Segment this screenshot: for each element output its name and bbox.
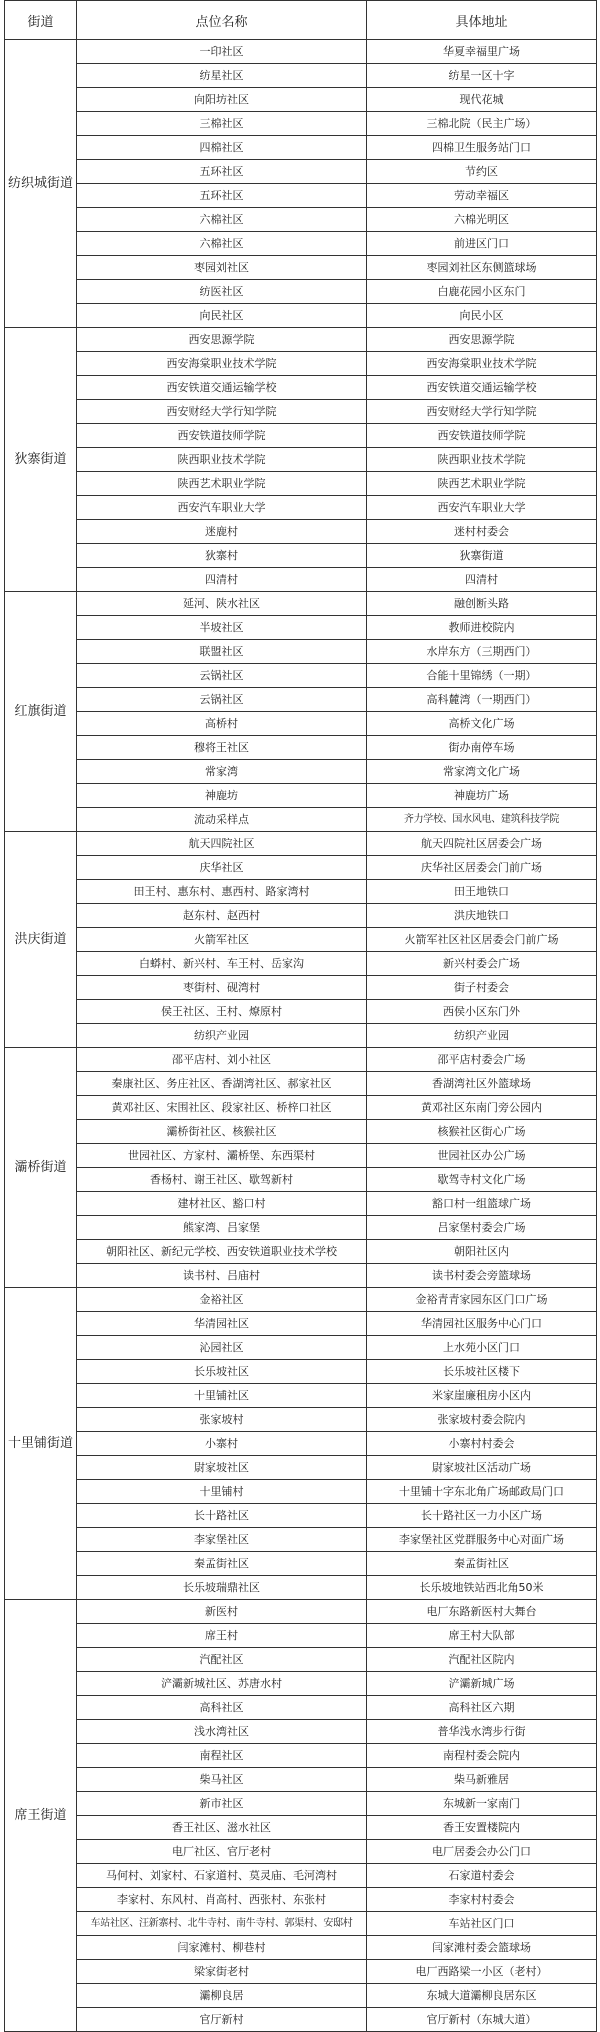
address-cell: 纺星一区十字 xyxy=(367,64,597,88)
point-name-cell: 熊家湾、吕家堡 xyxy=(77,1216,367,1240)
address-cell: 庆华社区居委会门前广场 xyxy=(367,856,597,880)
point-name-cell: 白蟒村、新兴村、车王村、岳家沟 xyxy=(77,952,367,976)
table-row xyxy=(5,1696,597,1720)
table-row xyxy=(5,616,597,640)
table-row xyxy=(5,1840,597,1864)
table-row xyxy=(5,736,597,760)
table-row xyxy=(5,1888,597,1912)
address-cell: 席王村大队部 xyxy=(367,1624,597,1648)
point-name-cell: 长乐坡瑞鼎社区 xyxy=(77,1576,367,1600)
table-row xyxy=(5,1144,597,1168)
header-address: 具体地址 xyxy=(367,1,597,40)
address-cell: 水岸东方（三期西门） xyxy=(367,640,597,664)
address-cell: 华清园社区服务中心门口 xyxy=(367,1312,597,1336)
address-cell: 尉家坡社区活动广场 xyxy=(367,1456,597,1480)
address-cell: 十里铺十字东北角广场邮政局门口 xyxy=(367,1480,597,1504)
table-row xyxy=(5,1648,597,1672)
address-cell: 航天四院社区居委会广场 xyxy=(367,832,597,856)
point-name-cell: 联盟社区 xyxy=(77,640,367,664)
point-name-cell: 一印社区 xyxy=(77,40,367,64)
table-row xyxy=(5,1480,597,1504)
address-cell: 前进区门口 xyxy=(367,232,597,256)
point-name-cell: 纺星社区 xyxy=(77,64,367,88)
point-name-cell: 延河、陕水社区 xyxy=(77,592,367,616)
point-name-cell: 香王社区、滋水社区 xyxy=(77,1816,367,1840)
table-row xyxy=(5,1000,597,1024)
point-name-cell: 灞柳良居 xyxy=(77,1984,367,2008)
address-cell: 电厂西路梁一小区（老村） xyxy=(367,1960,597,1984)
address-cell: 车站社区门口 xyxy=(367,1912,597,1936)
table-row xyxy=(5,1312,597,1336)
address-cell: 四清村 xyxy=(367,568,597,592)
address-cell: 南程村委会院内 xyxy=(367,1744,597,1768)
table-row xyxy=(5,1288,597,1312)
point-name-cell: 流动采样点 xyxy=(77,808,367,832)
address-cell: 狄寨街道 xyxy=(367,544,597,568)
address-cell: 李家堡社区党群服务中心对面广场 xyxy=(367,1528,597,1552)
point-name-cell: 华清园社区 xyxy=(77,1312,367,1336)
table-row xyxy=(5,1912,597,1936)
point-name-cell: 四清村 xyxy=(77,568,367,592)
table-row xyxy=(5,88,597,112)
street-name-cell: 纺织城街道 xyxy=(5,40,77,328)
address-cell: 张家坡村委会院内 xyxy=(367,1408,597,1432)
table-row xyxy=(5,1864,597,1888)
address-cell: 柴马新雅居 xyxy=(367,1768,597,1792)
street-name-cell: 灞桥街道 xyxy=(5,1048,77,1288)
address-cell: 米家崖廉租房小区内 xyxy=(367,1384,597,1408)
table-row xyxy=(5,136,597,160)
table-row xyxy=(5,520,597,544)
table-row xyxy=(5,424,597,448)
address-cell: 上水苑小区门口 xyxy=(367,1336,597,1360)
address-cell: 西安铁道交通运输学校 xyxy=(367,376,597,400)
street-name-cell: 席王街道 xyxy=(5,1600,77,2032)
point-name-cell: 世园社区、方家村、灞桥堡、东西渠村 xyxy=(77,1144,367,1168)
street-name-cell: 洪庆街道 xyxy=(5,832,77,1048)
table-row xyxy=(5,1408,597,1432)
point-name-cell: 神鹿坊 xyxy=(77,784,367,808)
address-cell: 陕西艺术职业学院 xyxy=(367,472,597,496)
point-name-cell: 张家坡村 xyxy=(77,1408,367,1432)
point-name-cell: 西安财经大学行知学院 xyxy=(77,400,367,424)
point-name-cell: 侯王社区、王村、燎原村 xyxy=(77,1000,367,1024)
point-name-cell: 朝阳社区、新纪元学校、西安铁道职业技术学校 xyxy=(77,1240,367,1264)
point-name-cell: 西安海棠职业技术学院 xyxy=(77,352,367,376)
table-row xyxy=(5,1936,597,1960)
address-cell: 世园社区办公广场 xyxy=(367,1144,597,1168)
table-row xyxy=(5,1960,597,1984)
point-name-cell: 金裕社区 xyxy=(77,1288,367,1312)
address-cell: 迷村村委会 xyxy=(367,520,597,544)
address-cell: 核猴社区街心广场 xyxy=(367,1120,597,1144)
point-name-cell: 六棉社区 xyxy=(77,208,367,232)
table-row xyxy=(5,1120,597,1144)
point-name-cell: 小寨村 xyxy=(77,1432,367,1456)
point-name-cell: 秦康社区、务庄社区、香湖湾社区、郝家社区 xyxy=(77,1072,367,1096)
address-cell: 西安思源学院 xyxy=(367,328,597,352)
table-row xyxy=(5,472,597,496)
table-row xyxy=(5,64,597,88)
point-name-cell: 三棉社区 xyxy=(77,112,367,136)
table-row xyxy=(5,664,597,688)
table-row xyxy=(5,1456,597,1480)
address-cell: 电厂东路新医村大舞台 xyxy=(367,1600,597,1624)
address-cell: 神鹿坊广场 xyxy=(367,784,597,808)
table-row xyxy=(5,1744,597,1768)
table-row xyxy=(5,496,597,520)
table-row xyxy=(5,304,597,328)
point-name-cell: 邵平店村、刘小社区 xyxy=(77,1048,367,1072)
table-row xyxy=(5,712,597,736)
table-row xyxy=(5,1600,597,1624)
point-name-cell: 迷鹿村 xyxy=(77,520,367,544)
table-row xyxy=(5,1984,597,2008)
table-row xyxy=(5,280,597,304)
sampling-points-table xyxy=(4,0,597,2032)
address-cell: 邵平店村委会广场 xyxy=(367,1048,597,1072)
table-row xyxy=(5,1360,597,1384)
address-cell: 香湖湾社区外篮球场 xyxy=(367,1072,597,1096)
address-cell: 新兴村委会广场 xyxy=(367,952,597,976)
point-name-cell: 枣街村、砚湾村 xyxy=(77,976,367,1000)
point-name-cell: 西安铁道交通运输学校 xyxy=(77,376,367,400)
street-name-cell: 狄寨街道 xyxy=(5,328,77,592)
table-row xyxy=(5,328,597,352)
point-name-cell: 五环社区 xyxy=(77,184,367,208)
table-body xyxy=(5,40,597,2032)
address-cell: 枣园刘社区东侧篮球场 xyxy=(367,256,597,280)
address-cell: 合能十里锦绣（一期） xyxy=(367,664,597,688)
point-name-cell: 新医村 xyxy=(77,1600,367,1624)
address-cell: 西安财经大学行知学院 xyxy=(367,400,597,424)
table-row xyxy=(5,1576,597,1600)
address-cell: 长乐坡地铁站西北角50米 xyxy=(367,1576,597,1600)
address-cell: 黄邓社区东南门旁公园内 xyxy=(367,1096,597,1120)
point-name-cell: 梁家街老村 xyxy=(77,1960,367,1984)
table-row xyxy=(5,1720,597,1744)
point-name-cell: 南程社区 xyxy=(77,1744,367,1768)
table-row xyxy=(5,1072,597,1096)
point-name-cell: 陕西职业技术学院 xyxy=(77,448,367,472)
table-row xyxy=(5,1096,597,1120)
header-point-name: 点位名称 xyxy=(77,1,367,40)
table-row xyxy=(5,544,597,568)
point-name-cell: 航天四院社区 xyxy=(77,832,367,856)
point-name-cell: 黄邓社区、宋围社区、段家社区、桥梓口社区 xyxy=(77,1096,367,1120)
point-name-cell: 陕西艺术职业学院 xyxy=(77,472,367,496)
point-name-cell: 纺织产业园 xyxy=(77,1024,367,1048)
address-cell: 李家村村委会 xyxy=(367,1888,597,1912)
point-name-cell: 西安思源学院 xyxy=(77,328,367,352)
point-name-cell: 柴马社区 xyxy=(77,1768,367,1792)
table-row xyxy=(5,208,597,232)
address-cell: 小寨村村委会 xyxy=(367,1432,597,1456)
point-name-cell: 建材社区、豁口村 xyxy=(77,1192,367,1216)
table-row xyxy=(5,1432,597,1456)
address-cell: 现代花城 xyxy=(367,88,597,112)
address-cell: 纺织产业园 xyxy=(367,1024,597,1048)
address-cell: 朝阳社区内 xyxy=(367,1240,597,1264)
table-row xyxy=(5,928,597,952)
table-row xyxy=(5,1672,597,1696)
point-name-cell: 云锅社区 xyxy=(77,664,367,688)
address-cell: 金裕青青家园东区门口广场 xyxy=(367,1288,597,1312)
point-name-cell: 车站社区、汪新寨村、北牛寺村、南牛寺村、郭渠村、安邸村 xyxy=(77,1912,367,1936)
table-row xyxy=(5,1024,597,1048)
table-row xyxy=(5,688,597,712)
point-name-cell: 闫家滩村、柳巷村 xyxy=(77,1936,367,1960)
address-cell: 长乐坡社区楼下 xyxy=(367,1360,597,1384)
table-header-row xyxy=(5,1,597,40)
address-cell: 白鹿花园小区东门 xyxy=(367,280,597,304)
table-row xyxy=(5,376,597,400)
table-row xyxy=(5,1216,597,1240)
point-name-cell: 李家堡社区 xyxy=(77,1528,367,1552)
point-name-cell: 半坡社区 xyxy=(77,616,367,640)
point-name-cell: 尉家坡社区 xyxy=(77,1456,367,1480)
table-row xyxy=(5,352,597,376)
address-cell: 洪庆地铁口 xyxy=(367,904,597,928)
address-cell: 田王地铁口 xyxy=(367,880,597,904)
table-row xyxy=(5,1168,597,1192)
address-cell: 高桥文化广场 xyxy=(367,712,597,736)
point-name-cell: 云锅社区 xyxy=(77,688,367,712)
table-row xyxy=(5,1528,597,1552)
address-cell: 普华浅水湾步行街 xyxy=(367,1720,597,1744)
table-row xyxy=(5,1192,597,1216)
address-cell: 齐力学校、国水风电、建筑科技学院 xyxy=(367,808,597,832)
table-row xyxy=(5,1048,597,1072)
address-cell: 节约区 xyxy=(367,160,597,184)
table-row xyxy=(5,1264,597,1288)
address-cell: 吕家堡村委会广场 xyxy=(367,1216,597,1240)
address-cell: 劳动幸福区 xyxy=(367,184,597,208)
point-name-cell: 秦孟街社区 xyxy=(77,1552,367,1576)
table-row xyxy=(5,856,597,880)
address-cell: 高科麓湾（一期西门） xyxy=(367,688,597,712)
point-name-cell: 火箭军社区 xyxy=(77,928,367,952)
address-cell: 闫家滩村委会篮球场 xyxy=(367,1936,597,1960)
table-row xyxy=(5,112,597,136)
point-name-cell: 席王村 xyxy=(77,1624,367,1648)
address-cell: 西安汽车职业大学 xyxy=(367,496,597,520)
address-cell: 教师进校院内 xyxy=(367,616,597,640)
point-name-cell: 西安汽车职业大学 xyxy=(77,496,367,520)
table-row xyxy=(5,952,597,976)
address-cell: 秦孟街社区 xyxy=(367,1552,597,1576)
address-cell: 华夏幸福里广场 xyxy=(367,40,597,64)
address-cell: 东城大道灞柳良居东区 xyxy=(367,1984,597,2008)
address-cell: 六棉光明区 xyxy=(367,208,597,232)
table-row xyxy=(5,760,597,784)
point-name-cell: 五环社区 xyxy=(77,160,367,184)
point-name-cell: 读书村、吕庙村 xyxy=(77,1264,367,1288)
address-cell: 歇驾寺村文化广场 xyxy=(367,1168,597,1192)
address-cell: 石家道村委会 xyxy=(367,1864,597,1888)
point-name-cell: 沁园社区 xyxy=(77,1336,367,1360)
table-row xyxy=(5,184,597,208)
address-cell: 融创断头路 xyxy=(367,592,597,616)
point-name-cell: 长十路社区 xyxy=(77,1504,367,1528)
table-row xyxy=(5,232,597,256)
address-cell: 高科社区六期 xyxy=(367,1696,597,1720)
address-cell: 陕西职业技术学院 xyxy=(367,448,597,472)
point-name-cell: 香杨村、谢王社区、歇驾新村 xyxy=(77,1168,367,1192)
address-cell: 街办南停车场 xyxy=(367,736,597,760)
point-name-cell: 灞桥街社区、核猴社区 xyxy=(77,1120,367,1144)
table-row xyxy=(5,1240,597,1264)
point-name-cell: 李家村、东风村、肖高村、西张村、东张村 xyxy=(77,1888,367,1912)
address-cell: 读书村委会旁篮球场 xyxy=(367,1264,597,1288)
address-cell: 西安铁道技师学院 xyxy=(367,424,597,448)
table-row xyxy=(5,1792,597,1816)
address-cell: 火箭军社区社区居委会门前广场 xyxy=(367,928,597,952)
address-cell: 浐灞新城广场 xyxy=(367,1672,597,1696)
table-row xyxy=(5,1336,597,1360)
table-row xyxy=(5,1552,597,1576)
point-name-cell: 汽配社区 xyxy=(77,1648,367,1672)
table-row xyxy=(5,2008,597,2032)
point-name-cell: 向民社区 xyxy=(77,304,367,328)
table-row xyxy=(5,40,597,64)
point-name-cell: 高桥村 xyxy=(77,712,367,736)
table-row xyxy=(5,256,597,280)
address-cell: 西安海棠职业技术学院 xyxy=(367,352,597,376)
table-row xyxy=(5,1768,597,1792)
table-row xyxy=(5,784,597,808)
point-name-cell: 庆华社区 xyxy=(77,856,367,880)
point-name-cell: 枣园刘社区 xyxy=(77,256,367,280)
table-row xyxy=(5,1816,597,1840)
point-name-cell: 西安铁道技师学院 xyxy=(77,424,367,448)
table-row xyxy=(5,904,597,928)
point-name-cell: 十里铺村 xyxy=(77,1480,367,1504)
address-cell: 常家湾文化广场 xyxy=(367,760,597,784)
table-row xyxy=(5,880,597,904)
header-street: 街道 xyxy=(5,1,77,40)
address-cell: 街子村委会 xyxy=(367,976,597,1000)
address-cell: 长十路社区一力小区广场 xyxy=(367,1504,597,1528)
table-row xyxy=(5,400,597,424)
address-cell: 四棉卫生服务站门口 xyxy=(367,136,597,160)
point-name-cell: 马何村、刘家村、石家道村、莫灵庙、毛河湾村 xyxy=(77,1864,367,1888)
point-name-cell: 狄寨村 xyxy=(77,544,367,568)
point-name-cell: 电厂社区、官厅老村 xyxy=(77,1840,367,1864)
address-cell: 官厅新村（东城大道） xyxy=(367,2008,597,2032)
address-cell: 香王安置楼院内 xyxy=(367,1816,597,1840)
address-cell: 向民小区 xyxy=(367,304,597,328)
table-row xyxy=(5,448,597,472)
point-name-cell: 田王村、惠东村、惠西村、路家湾村 xyxy=(77,880,367,904)
address-cell: 汽配社区院内 xyxy=(367,1648,597,1672)
table-row xyxy=(5,1624,597,1648)
street-name-cell: 红旗街道 xyxy=(5,592,77,832)
point-name-cell: 常家湾 xyxy=(77,760,367,784)
point-name-cell: 高科社区 xyxy=(77,1696,367,1720)
address-cell: 西侯小区东门外 xyxy=(367,1000,597,1024)
address-cell: 三棉北院（民主广场） xyxy=(367,112,597,136)
point-name-cell: 六棉社区 xyxy=(77,232,367,256)
table-row xyxy=(5,808,597,832)
table-row xyxy=(5,592,597,616)
table-row xyxy=(5,1504,597,1528)
point-name-cell: 长乐坡社区 xyxy=(77,1360,367,1384)
point-name-cell: 浐灞新城社区、苏唐水村 xyxy=(77,1672,367,1696)
table-row xyxy=(5,976,597,1000)
point-name-cell: 四棉社区 xyxy=(77,136,367,160)
table-row xyxy=(5,640,597,664)
address-cell: 电厂居委会办公门口 xyxy=(367,1840,597,1864)
point-name-cell: 纺医社区 xyxy=(77,280,367,304)
street-name-cell: 十里铺街道 xyxy=(5,1288,77,1600)
table-row xyxy=(5,832,597,856)
point-name-cell: 官厅新村 xyxy=(77,2008,367,2032)
table-row xyxy=(5,568,597,592)
point-name-cell: 浅水湾社区 xyxy=(77,1720,367,1744)
table-row xyxy=(5,1384,597,1408)
point-name-cell: 新市社区 xyxy=(77,1792,367,1816)
point-name-cell: 穆将王社区 xyxy=(77,736,367,760)
address-cell: 东城新一家南门 xyxy=(367,1792,597,1816)
table-row xyxy=(5,160,597,184)
point-name-cell: 赵东村、赵西村 xyxy=(77,904,367,928)
point-name-cell: 十里铺社区 xyxy=(77,1384,367,1408)
address-cell: 豁口村一组篮球广场 xyxy=(367,1192,597,1216)
point-name-cell: 向阳坊社区 xyxy=(77,88,367,112)
